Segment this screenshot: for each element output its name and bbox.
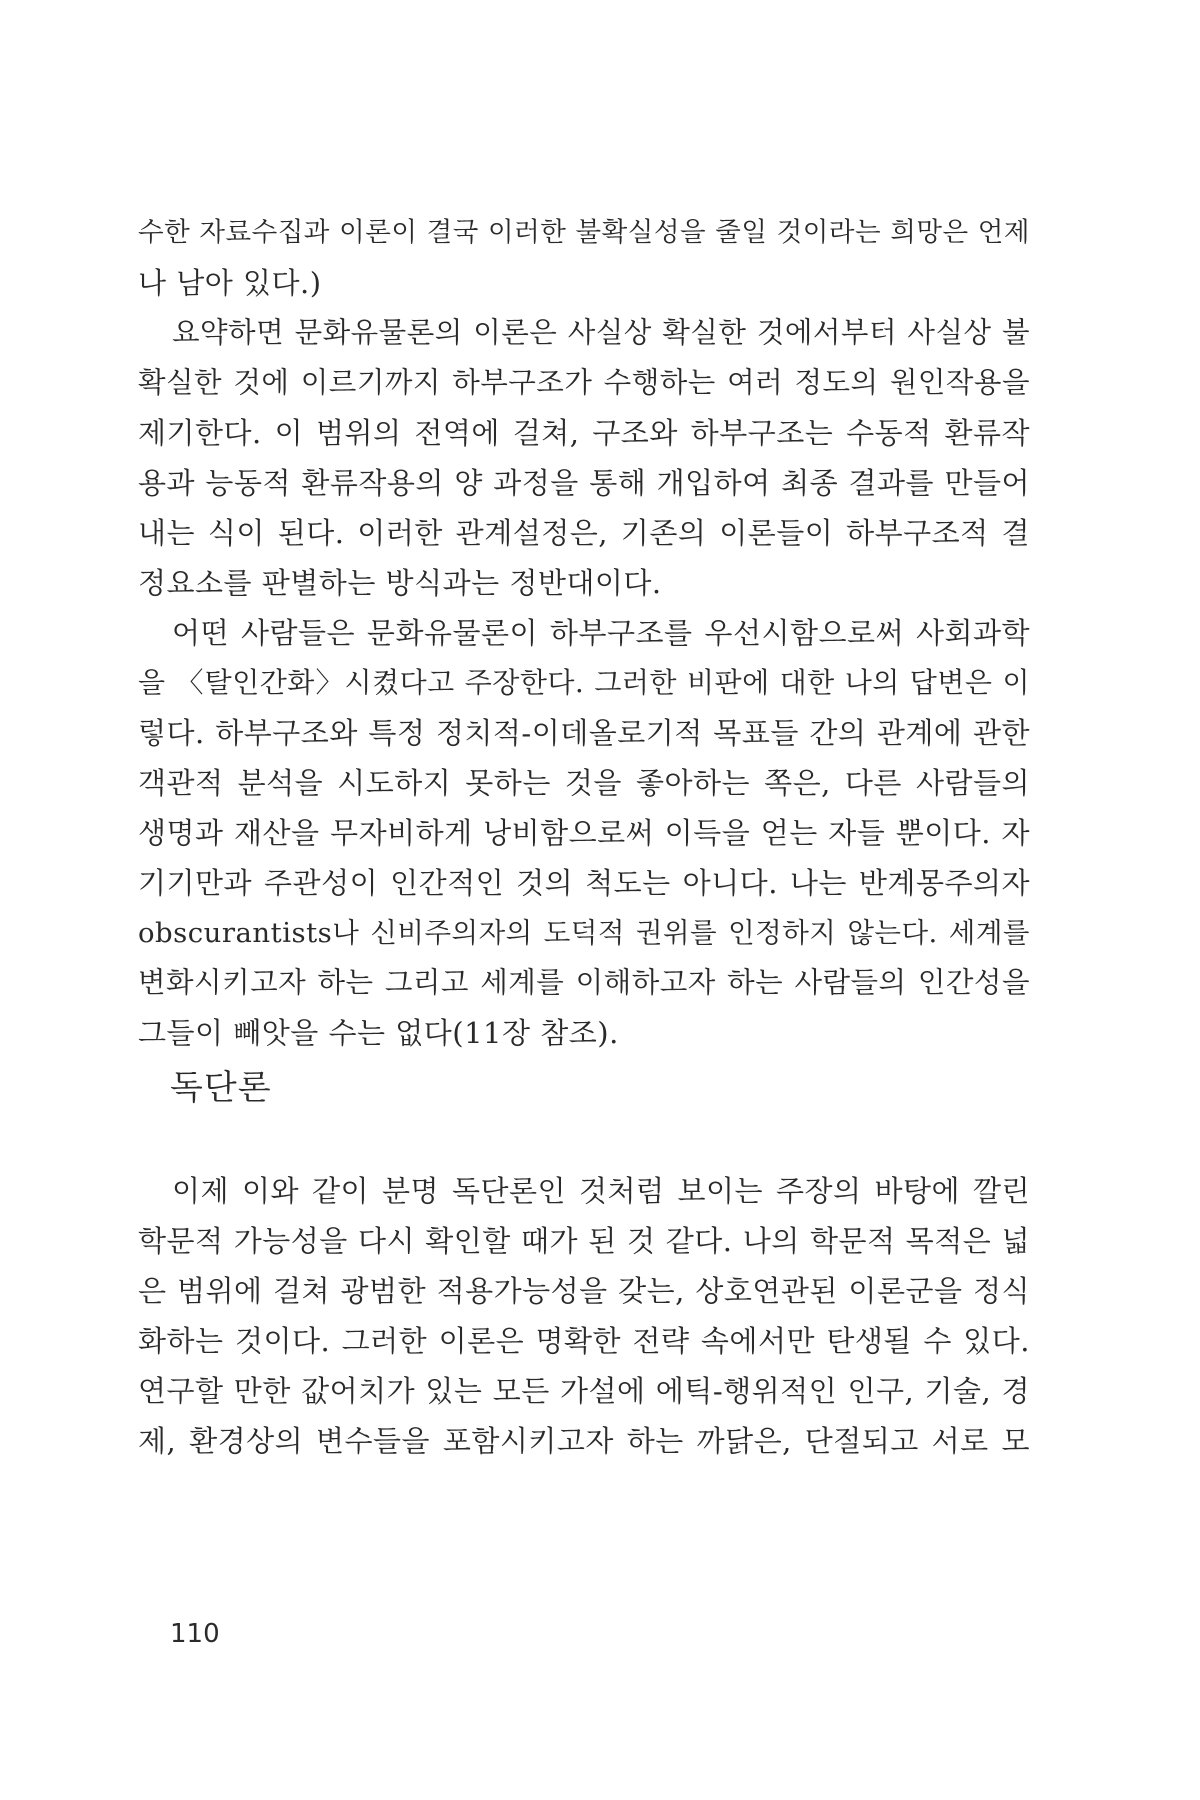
page-number: 110 — [170, 1619, 220, 1649]
text-line: 그들이 빼앗을 수는 없다(11장 참조). — [138, 1016, 619, 1050]
text-line: 생명과 재산을 무자비하게 낭비함으로써 이득을 얻는 자들 뿐이다. 자 — [138, 816, 1030, 850]
text-line: 연구할 만한 값어치가 있는 모든 가설에 에틱-행위적인 인구, 기술, 경 — [138, 1374, 1030, 1408]
text-line: 을 〈탈인간화〉시켰다고 주장한다. 그러한 비판에 대한 나의 답변은 이 — [138, 666, 1030, 699]
section-heading: 독단론 — [170, 1068, 272, 1108]
text-line: 어떤 사람들은 문화유물론이 하부구조를 우선시함으로써 사회과학 — [172, 616, 1030, 650]
text-line: 요약하면 문화유물론의 이론은 사실상 확실한 것에서부터 사실상 불 — [172, 316, 1030, 349]
text-line: 용과 능동적 환류작용의 양 과정을 통해 개입하여 최종 결과를 만들어 — [138, 466, 1030, 500]
text-line: 기기만과 주관성이 인간적인 것의 척도는 아니다. 나는 반계몽주의자 — [138, 866, 1030, 900]
text-line: 화하는 것이다. 그러한 이론은 명확한 전략 속에서만 탄생될 수 있다. — [138, 1324, 1030, 1358]
text-line: 제, 환경상의 변수들을 포함시키고자 하는 까닭은, 단절되고 서로 모 — [138, 1424, 1030, 1458]
text-line: 나 남아 있다.) — [138, 266, 322, 300]
text-line: 제기한다. 이 범위의 전역에 걸쳐, 구조와 하부구조는 수동적 환류작 — [138, 416, 1030, 450]
text-line: 확실한 것에 이르기까지 하부구조가 수행하는 여러 정도의 원인작용을 — [138, 366, 1030, 399]
text-line: 이제 이와 같이 분명 독단론인 것처럼 보이는 주장의 바탕에 깔린 — [172, 1174, 1030, 1208]
text-line: 수한 자료수집과 이론이 결국 이러한 불확실성을 줄일 것이라는 희망은 언제 — [138, 217, 1030, 248]
body-text-top — [138, 208, 1030, 1058]
text-line: 은 범위에 걸쳐 광범한 적용가능성을 갖는, 상호연관된 이론군을 정식 — [138, 1274, 1030, 1308]
text-line: 내는 식이 된다. 이러한 관계설정은, 기존의 이론들이 하부구조적 결 — [138, 516, 1030, 550]
text-line: 객관적 분석을 시도하지 못하는 것을 좋아하는 쪽은, 다른 사람들의 — [138, 766, 1030, 800]
body-text-section — [138, 1166, 1030, 1466]
text-line: 정요소를 판별하는 방식과는 정반대이다. — [138, 566, 662, 600]
text-line: 렇다. 하부구조와 특정 정치적-이데올로기적 목표들 간의 관계에 관한 — [138, 716, 1030, 750]
text-line: 학문적 가능성을 다시 확인할 때가 된 것 같다. 나의 학문적 목적은 넓 — [138, 1224, 1030, 1258]
text-line: obscurantists나 신비주의자의 도덕적 권위를 인정하지 않는다. 세계를 — [138, 917, 1030, 949]
text-line: 변화시키고자 하는 그리고 세계를 이해하고자 하는 사람들의 인간성을 — [138, 966, 1030, 999]
